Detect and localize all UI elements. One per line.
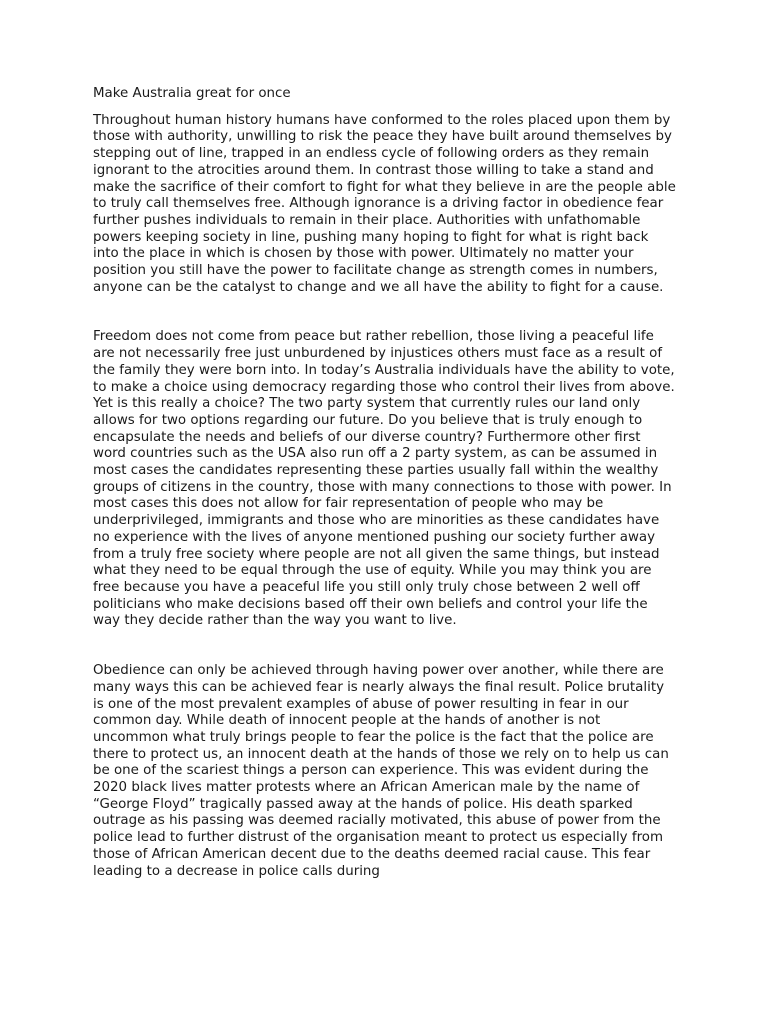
paragraph-3: Obedience can only be achieved through having power over another, while there are many ways this can be achieved fear is nearly always the final result. Police brutality is one of the most prevalent examples of abuse of power resulting in fear in our common day. While death of innocent people at the hands of another is not uncommon what truly brings people to fear the police is the fact that the police are there to protect us, an innocent death at the hands of those we rely on to help us can be one of the scariest things a person can experience. This was evident during the 2020 black lives matter protests where an African American male by the name of “George Floyd” tragically passed away at the hands of police. His death sparked outrage as his passing was deemed racially motivated, this abuse of power from the police lead to further distrust of the organisation meant to protect us especially from those of African American decent due to the deaths deemed racial cause. This fear leading to a decrease in police calls during [93, 663, 669, 879]
paragraph-1: Throughout human history humans have conformed to the roles placed upon them by those with authority, unwilling to risk the peace they have built around themselves by stepping out of line, trapped in an endless cycle of following orders as they remain ignorant to the atrocities around them. In contrast those willing to take a stand and make the sacrifice of their comfort to fight for what they believe in are the people able to truly call themselves free. Although ignorance is a driving factor in obedience fear further pushes individuals to remain in their place. Authorities with unfathomable powers keeping society in line, pushing many hoping to fight for what is right back into the place in which is chosen by those with power. Ultimately no matter your position you still have the power to facilitate change as strength comes in numbers, anyone can be the catalyst to change and we all have the ability to fight for a cause. [93, 112, 676, 295]
paragraph-2: Freedom does not come from peace but rather rebellion, those living a peaceful life are not necessarily free just unburdened by injustices others must face as a result of the family they were born into. In today’s Australia individuals have the ability to vote, to make a choice using democracy regarding those who control their lives from above. Yet is this really a choice? The two party system that currently rules our land only allows for two options regarding our future. Do you believe that is truly enough to encapsulate the needs and beliefs of our diverse country? Furthermore other first word countries such as the USA also run off a 2 party system, as can be assumed in most cases the candidates representing these parties usually fall within the wealthy groups of citizens in the country, those with many connections to those with power. In most cases this does not allow for fair representation of people who may be underprivileged, immigrants and those who are minorities as these candidates have no experience with the lives of anyone mentioned pushing our society further away from a truly free society where people are not all given the same things, but instead what they need to be equal through the use of equity. While you may think you are free because you have a peaceful life you still only truly chose between 2 well off politicians who make decisions based off their own beliefs and control your life the way they decide rather than the way you want to live. [93, 329, 675, 629]
document-title: Make Australia great for once [93, 86, 291, 101]
document-body [93, 86, 677, 880]
